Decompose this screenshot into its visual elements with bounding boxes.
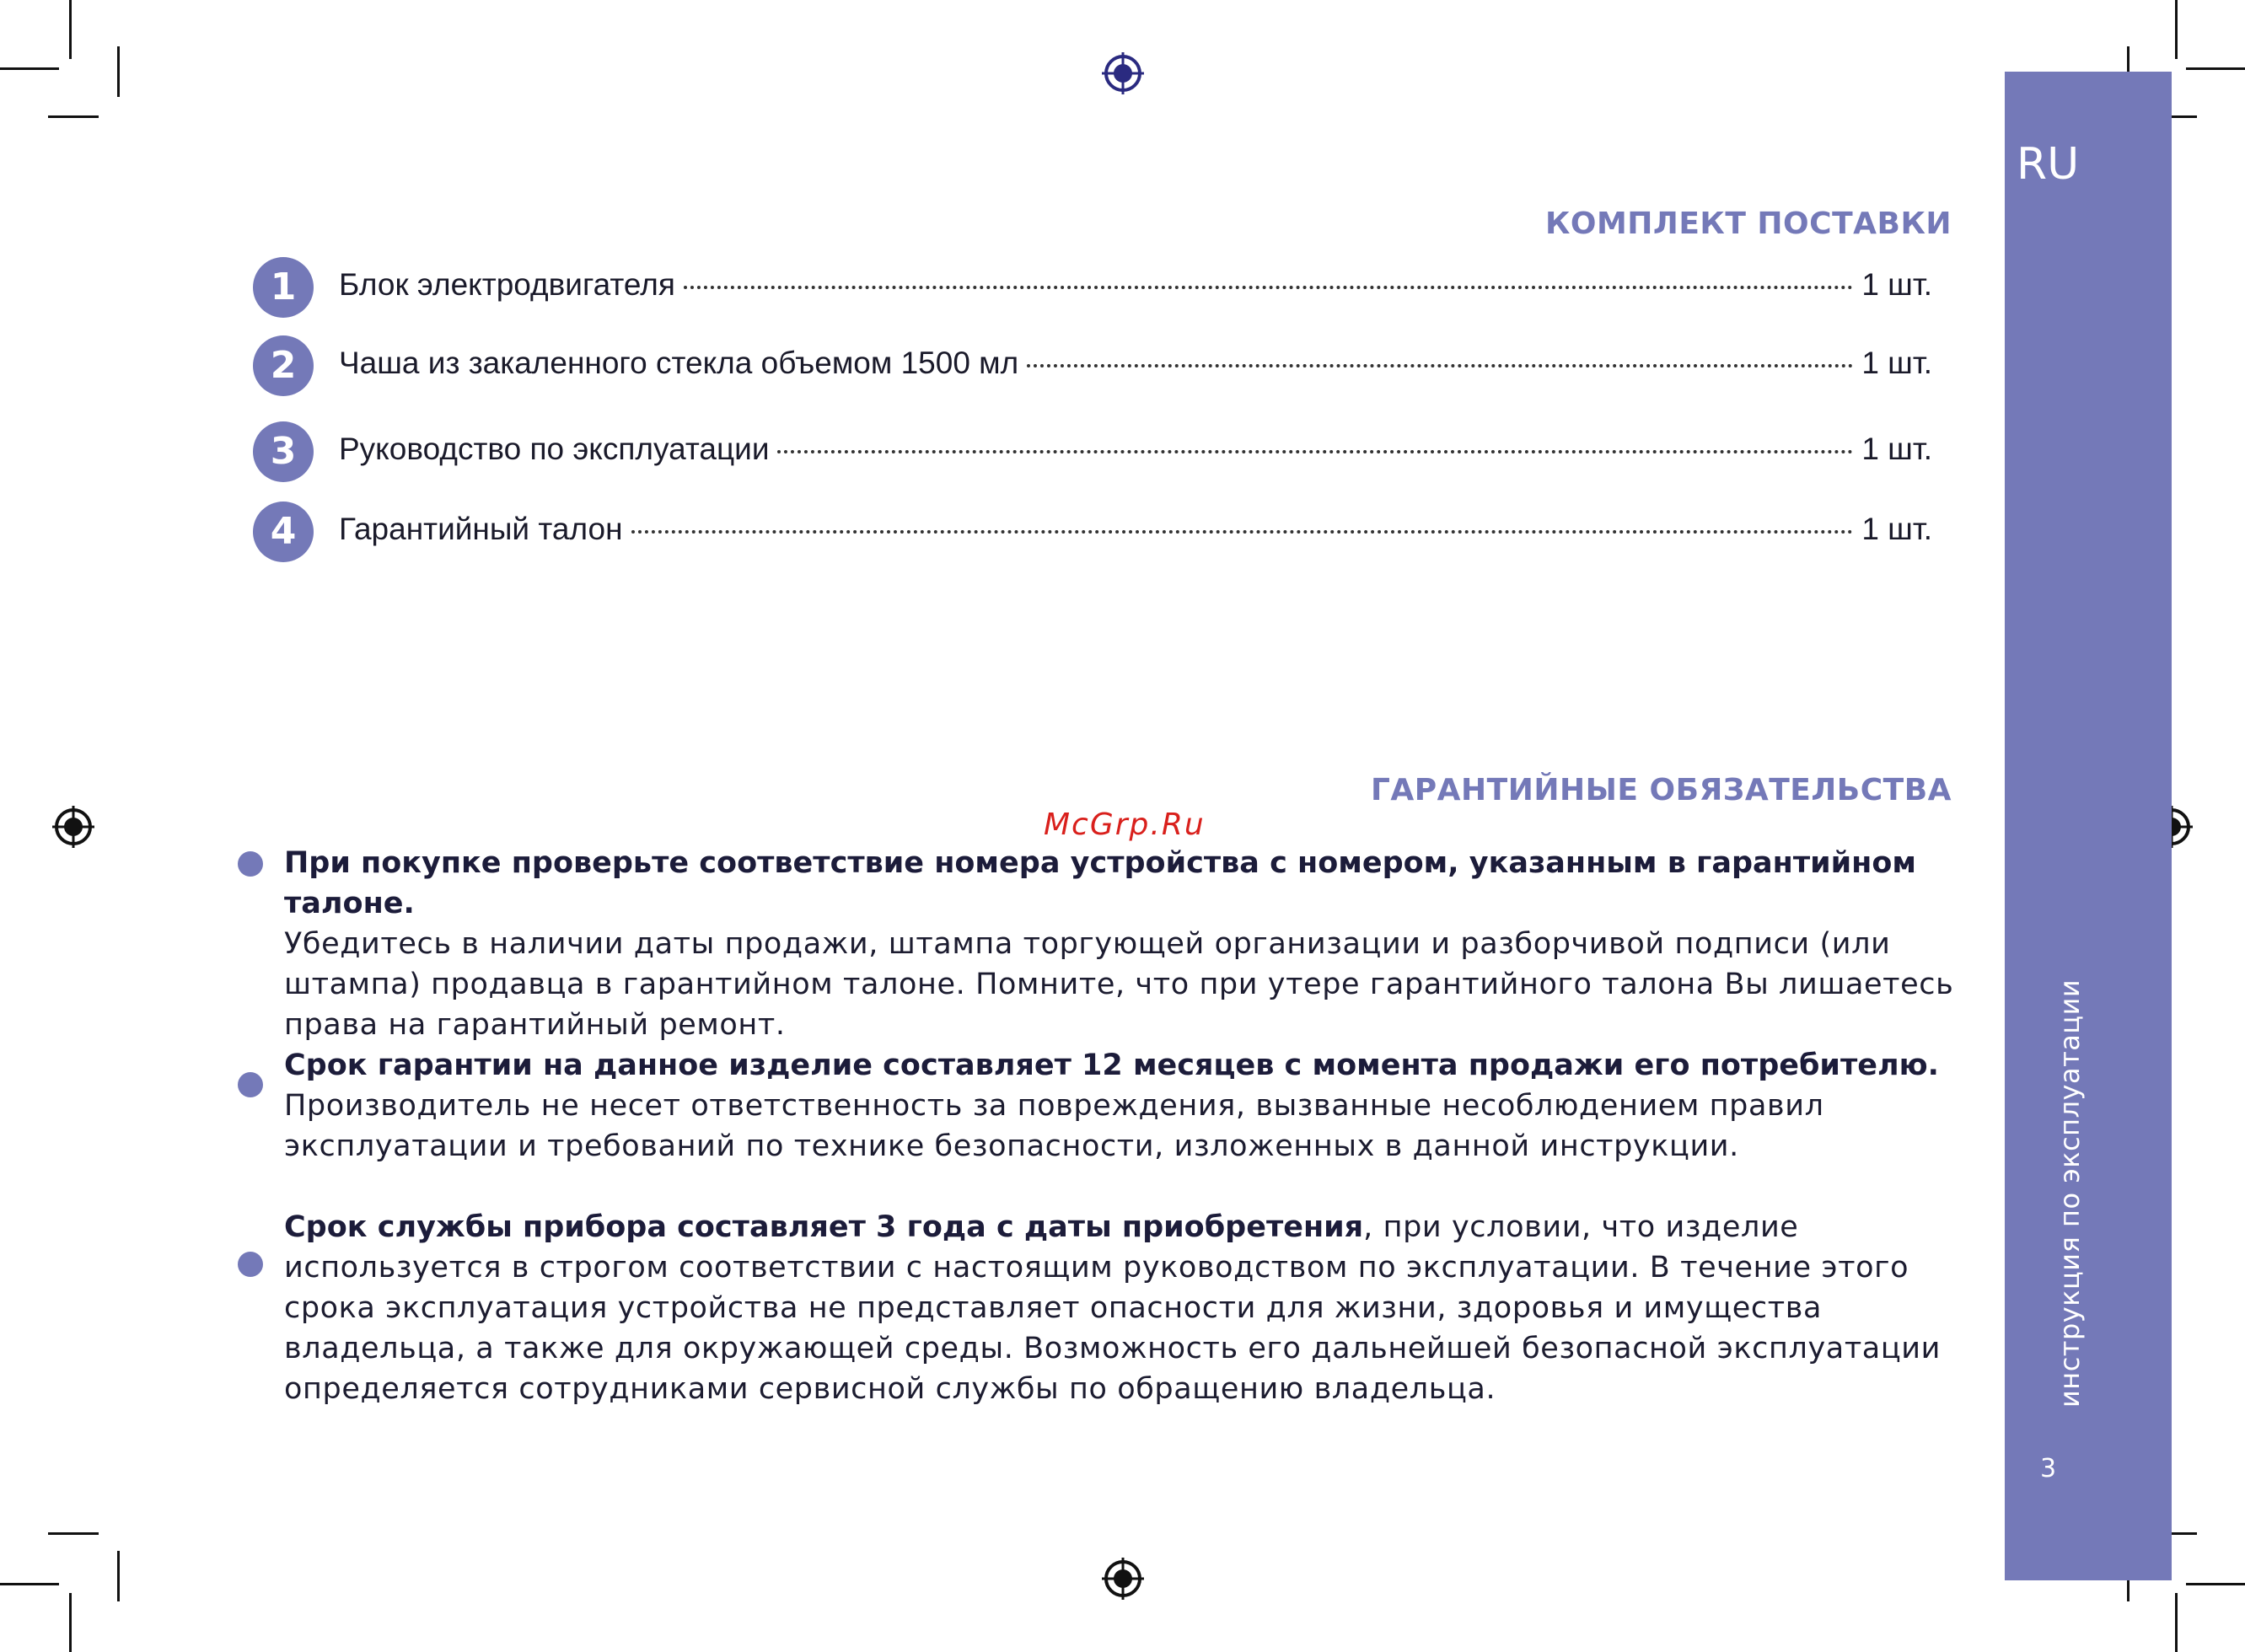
crop-mark — [117, 1551, 120, 1601]
language-label: RU — [2017, 139, 2080, 190]
warranty-section-title: ГАРАНТИЙНЫЕ ОБЯЗАТЕЛЬСТВА — [1370, 773, 1952, 807]
crop-mark — [48, 1532, 99, 1535]
registration-mark-icon — [1102, 1558, 1144, 1600]
warranty-paragraph — [284, 1045, 1962, 1167]
crop-mark — [0, 1583, 59, 1585]
item-number-badge: 3 — [253, 421, 314, 482]
crop-mark — [69, 0, 72, 59]
kit-item-quantity: 1 шт. — [1861, 512, 1932, 546]
kit-item — [253, 421, 1932, 482]
kit-item-quantity: 1 шт. — [1861, 432, 1932, 466]
dot-leader — [631, 530, 1854, 534]
language-sidebar — [2005, 72, 2172, 1580]
kit-section-title: КОМПЛЕКТ ПОСТАВКИ — [1544, 206, 1952, 241]
bullet-dot — [238, 851, 263, 877]
kit-item — [253, 502, 1932, 562]
crop-mark — [2175, 0, 2178, 59]
kit-item-quantity: 1 шт. — [1861, 346, 1932, 380]
paragraph-lead: Срок гарантии на данное изделие составляет 12 месяцев с момента продажи его потребителю. — [284, 1049, 1939, 1082]
registration-mark-icon — [1102, 52, 1144, 94]
crop-mark — [2186, 1583, 2245, 1585]
bullet-dot — [238, 1072, 263, 1097]
kit-item-name: Чаша из закаленного стекла объемом 1500 мл — [339, 346, 1019, 380]
kit-item — [253, 335, 1932, 396]
crop-mark — [2175, 1593, 2178, 1652]
kit-item-name: Руководство по эксплуатации — [339, 432, 770, 466]
crop-mark — [48, 115, 99, 118]
paragraph-lead: Срок службы прибора составляет 3 года с даты приобретения — [284, 1210, 1364, 1244]
paragraph-lead: При покупке проверьте соответствие номера устройства с номером, указанным в гарантийном талоне. — [284, 846, 1916, 920]
kit-item-name: Блок электродвигателя — [339, 267, 675, 302]
paragraph-body: , при условии, что изделие используется в строгом соответствии с настоящим руководством по эксплуатации. В течение этого срока эксплуатация устройства не представляет опасности для жизни, здоровья и имущества владельца, а также для окружающей среды. Возможность его дальнейшей безопасной эксплуатации определяется сотрудниками сервисной службы по обращению владельца. — [284, 1210, 1941, 1406]
kit-item-quantity: 1 шт. — [1861, 267, 1932, 302]
dot-leader — [1027, 364, 1853, 367]
paragraph-body: Производитель не несет ответственность за повреждения, вызванные несоблюдением правил эксплуатации и требований по технике безопасности, изложенных в данной инструкции. — [284, 1089, 1824, 1163]
warranty-paragraph — [284, 843, 1962, 1045]
item-number-badge: 2 — [253, 335, 314, 396]
page-number: 3 — [2040, 1454, 2057, 1483]
manual-vertical-title: инструкция по эксплуатации — [2054, 979, 2086, 1408]
kit-item-name: Гарантийный талон — [339, 512, 623, 546]
crop-mark — [117, 46, 120, 97]
paragraph-body: Убедитесь в наличии даты продажи, штампа торгующей организации и разборчивой подписи (или штампа) продавца в гарантийном талоне. Помните, что при утере гарантийного талона Вы лишаетесь права на гарантийный ремонт. — [284, 927, 1954, 1042]
kit-item — [253, 257, 1932, 318]
registration-mark-icon — [52, 806, 94, 848]
warranty-paragraph — [284, 1207, 1962, 1409]
bullet-dot — [238, 1252, 263, 1277]
watermark: McGrp.Ru — [1044, 807, 1206, 842]
crop-mark — [0, 67, 59, 70]
item-number-badge: 4 — [253, 502, 314, 562]
crop-mark — [69, 1593, 72, 1652]
dot-leader — [684, 286, 1853, 289]
dot-leader — [777, 450, 1853, 453]
crop-mark — [2186, 67, 2245, 70]
item-number-badge: 1 — [253, 257, 314, 318]
